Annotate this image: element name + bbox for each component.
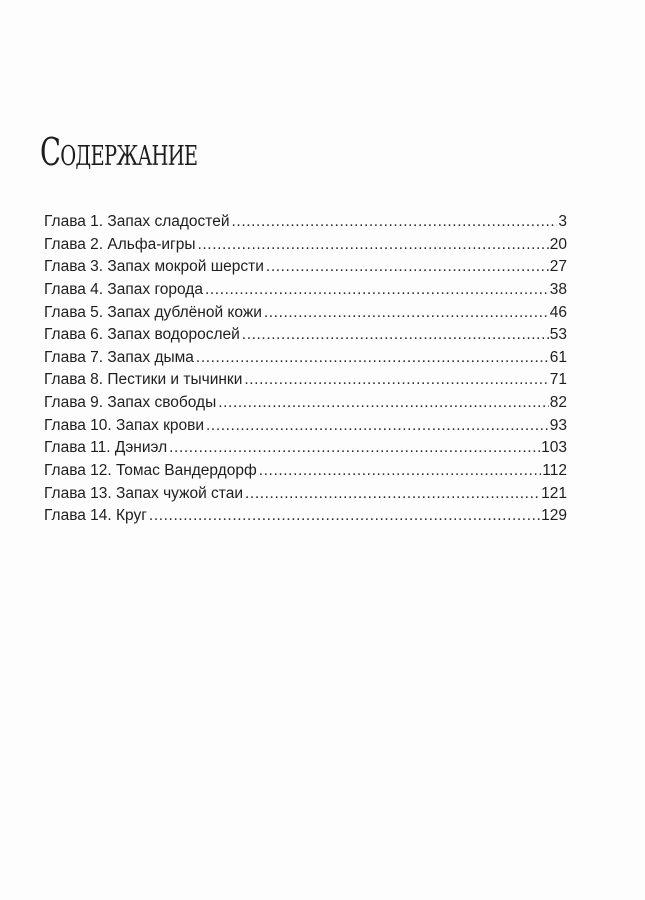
- toc-leader-dots: [266, 258, 549, 276]
- toc-leader-dots: [197, 236, 548, 254]
- toc-entry: [44, 281, 567, 304]
- toc-entry: [44, 371, 567, 394]
- toc-entry: [44, 349, 567, 372]
- toc-entry: [44, 258, 567, 281]
- toc-entry-page: 82: [549, 394, 567, 412]
- toc-entry-title: Глава 1. Запах сладостей: [44, 213, 230, 230]
- toc-entry-page: 103: [541, 439, 567, 457]
- toc-entry: [44, 507, 567, 530]
- toc-leader-dots: [196, 349, 549, 367]
- toc-entry: [44, 439, 567, 462]
- toc-entry: [44, 417, 567, 440]
- toc-entry-page: 61: [549, 348, 567, 366]
- toc-entry-title: Глава 2. Альфа-игры: [44, 235, 196, 253]
- contents-heading: Содержание: [40, 130, 198, 174]
- toc-entry: [44, 326, 567, 349]
- table-of-contents: [44, 213, 567, 530]
- toc-entry: [44, 394, 567, 417]
- toc-leader-dots: [264, 304, 549, 322]
- toc-entry-title: Глава 4. Запах города: [44, 280, 203, 298]
- toc-leader-dots: [218, 394, 549, 412]
- toc-entry: [44, 485, 567, 508]
- toc-entry: [44, 213, 567, 236]
- toc-entry-page: 3: [558, 213, 567, 230]
- toc-leader-dots: [206, 417, 549, 435]
- toc-entry-page: 46: [549, 303, 567, 321]
- toc-entry-page: 27: [549, 258, 567, 276]
- toc-entry-title: Глава 6. Запах водорослей: [44, 326, 240, 344]
- toc-entry-title: Глава 14. Круг: [44, 507, 147, 525]
- toc-entry-title: Глава 5. Запах дублёной кожи: [44, 303, 262, 321]
- toc-leader-dots: [244, 371, 548, 389]
- toc-entry-page: 121: [541, 484, 567, 502]
- toc-entry-page: 93: [549, 416, 567, 434]
- toc-entry: [44, 236, 567, 259]
- toc-entry: [44, 304, 567, 327]
- toc-leader-dots: [232, 213, 558, 231]
- toc-entry-title: Глава 13. Запах чужой стаи: [44, 484, 243, 502]
- toc-entry-title: Глава 12. Томас Вандердорф: [44, 462, 257, 480]
- toc-entry-page: 53: [549, 326, 567, 344]
- toc-entry-page: 71: [549, 371, 567, 389]
- toc-leader-dots: [169, 439, 540, 457]
- toc-entry-title: Глава 3. Запах мокрой шерсти: [44, 258, 264, 276]
- toc-leader-dots: [245, 485, 540, 503]
- toc-entry-title: Глава 11. Дэниэл: [44, 439, 168, 457]
- toc-leader-dots: [149, 507, 540, 525]
- toc-entry-page: 38: [549, 280, 567, 298]
- toc-entry-page: 112: [542, 462, 567, 480]
- toc-entry-title: Глава 9. Запах свободы: [44, 394, 217, 412]
- toc-entry: [44, 462, 567, 485]
- toc-leader-dots: [242, 326, 549, 344]
- toc-entry-title: Глава 10. Запах крови: [44, 416, 204, 434]
- toc-leader-dots: [259, 462, 542, 480]
- toc-entry-page: 20: [549, 235, 567, 253]
- toc-leader-dots: [205, 281, 549, 299]
- toc-entry-title: Глава 8. Пестики и тычинки: [44, 371, 243, 389]
- toc-entry-page: 129: [541, 507, 567, 525]
- toc-entry-title: Глава 7. Запах дыма: [44, 348, 194, 366]
